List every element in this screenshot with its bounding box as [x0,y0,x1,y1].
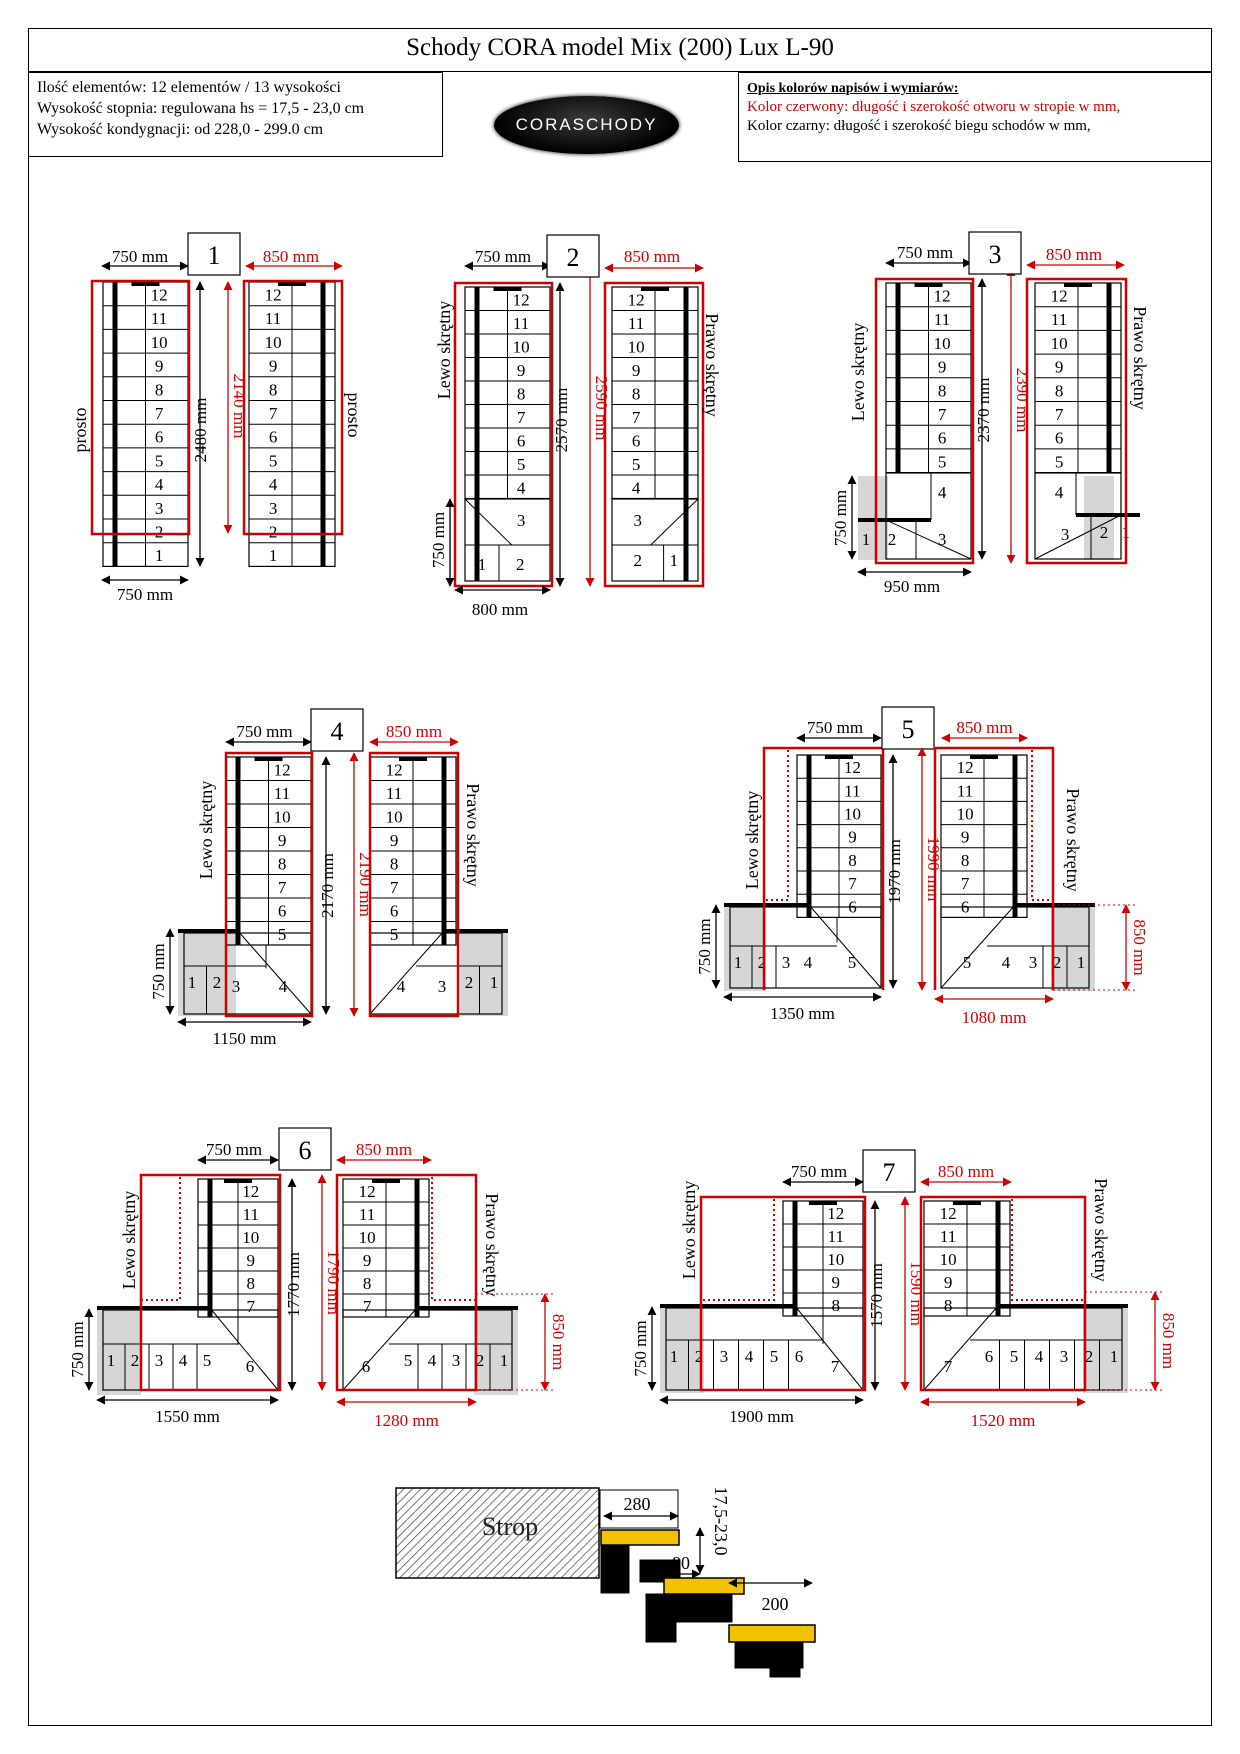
dim-bottom-label: 1150 mm [212,1029,277,1048]
winder-line [795,1306,863,1390]
step-number: 11 [273,783,291,803]
step-number: 1 [489,973,499,992]
winder-line [238,931,311,1014]
step-number: 11 [512,313,530,333]
step-number: 4 [744,1347,754,1366]
opening-outline-red-dotted [1012,1199,1085,1300]
step-number: 10 [512,337,530,357]
step-number: 2 [757,953,767,972]
dim-width-label: 750 mm [205,1140,263,1159]
dim-length-red-label: 2140 mm [230,373,249,439]
step-number: 10 [627,337,645,357]
step-number: 7 [960,874,970,894]
dim-width-red-label: 850 mm [956,718,1013,737]
step-number: 12 [264,285,282,305]
legend-red-line: Kolor czerwony: długość i szerokość otworu w stropie w mm, [747,99,1121,115]
step-tread [601,1530,679,1545]
step-number: 1 [154,546,164,566]
step-number: 6 [268,427,278,447]
step-number: 8 [362,1273,372,1293]
step-number: 9 [362,1250,372,1270]
dim-width-label: 750 mm [806,718,864,737]
step-number: 9 [960,827,970,847]
opening-outline-red-dotted [701,1199,774,1300]
dim-side-red-label: 850 mm [549,1313,568,1371]
step-number: 1 [499,1351,509,1370]
dim-length-red-label: 1590 mm [907,1261,926,1326]
step-number: 7 [848,874,857,894]
step-number: 3 [231,977,241,996]
step-number: 7 [937,404,947,424]
step-number: 3 [516,511,526,530]
step-number: 12 [827,1203,845,1223]
step-number: 3 [451,1351,461,1370]
dim-length-label: 1770 mm [284,1252,303,1317]
step-number: 7 [154,403,164,423]
step-number: 10 [939,1249,957,1269]
step-number: 3 [154,498,164,518]
cora-logo: CORASCHODY [494,96,679,154]
step-number: 12 [512,290,530,310]
step-number: 5 [403,1351,413,1370]
diagram-number: 5 [901,715,915,744]
step-number: 12 [358,1181,376,1201]
dim-bottom-red-label: 1280 mm [374,1411,439,1430]
step-number: 2 [212,973,222,992]
label-right: Prawo skrętny [482,1193,502,1297]
step-number: 11 [627,313,645,333]
label-right: Prawo skrętny [1091,1178,1111,1282]
step-number: 5 [631,454,641,474]
step-number: 3 [781,953,791,972]
step-post [770,1642,800,1677]
step-tread [664,1578,744,1594]
step-number: 3 [1060,525,1070,544]
step-number: 1 [733,953,743,972]
step-number: 9 [277,830,287,850]
step-number: 6 [361,1357,371,1376]
step-number: 6 [516,431,526,451]
step-number: 6 [245,1357,255,1376]
winder-line [651,499,698,545]
winder-outline [886,473,971,559]
dim-length-red-label: 2190 mm [356,852,375,917]
diagram-number: 7 [882,1158,896,1187]
step-number: 10 [242,1227,260,1247]
step-number: 4 [631,478,641,498]
dim-side-label: 750 mm [68,1321,87,1378]
step-number: 7 [943,1357,953,1376]
step-number: 2 [694,1347,704,1366]
step-number: 5 [847,953,857,972]
label-left: prosto [70,407,90,453]
step-number: 11 [385,783,403,803]
dim-width-label: 750 mm [896,243,954,262]
step-tread [729,1625,815,1642]
dim-length-label: 2570 mm [552,387,571,453]
step-number: 10 [273,807,291,827]
label-right: Prawo skrętny [1063,788,1083,892]
step-number: 5 [516,454,526,474]
step-number: 4 [1001,953,1011,972]
winder-line [370,931,444,1014]
winder-line [886,520,971,559]
label-right: Prawo skrętny [1130,306,1150,410]
step-number: 8 [831,1295,841,1315]
step-number: 11 [1050,310,1068,330]
step-number: 2 [464,973,474,992]
step-number: 12 [150,285,168,305]
step-number: 3 [437,977,447,996]
label-left: Lewo skrętny [196,780,216,880]
diagram-number: 2 [566,243,580,272]
dim-bottom-label: 1350 mm [770,1004,835,1023]
step-number: 11 [933,310,951,330]
step-post [668,1594,732,1622]
step-number: 7 [830,1357,840,1376]
tread-width-label: 200 [761,1594,789,1614]
step-number: 8 [960,850,970,870]
step-number: 7 [516,407,526,427]
step-number: 12 [385,760,403,780]
step-number: 10 [1050,333,1068,353]
legend-title: Opis kolorów napisów i wymiarów: [747,81,959,96]
overlap-label: 80 [672,1553,690,1573]
step-number: 11 [264,309,282,329]
step-number: 5 [1009,1347,1019,1366]
step-number: 9 [831,1272,841,1292]
step-number: 2 [154,522,164,542]
step-number: 8 [1054,381,1064,401]
step-number: 5 [154,451,164,471]
step-number: 5 [202,1351,212,1370]
step-number: 1 [669,1347,679,1366]
step-number: 6 [960,897,970,917]
dim-width-red-label: 850 mm [937,1162,995,1181]
dim-side-label: 750 mm [429,511,448,569]
step-number: 8 [389,854,399,874]
dim-bottom-label: 750 mm [116,585,174,604]
step-number: 11 [956,781,974,801]
opening-outline-red [455,283,552,586]
step-number: 1 [106,1351,116,1370]
opening-outline-red [92,281,189,534]
step-number: 6 [1054,428,1064,448]
dim-length-label: 2170 mm [318,853,337,918]
step-number: 4 [937,483,947,502]
step-number: 8 [246,1273,256,1293]
step-number: 7 [277,877,287,897]
dim-bottom-red-label: 1520 mm [970,1411,1036,1430]
opening-outline-red-dotted [432,1177,476,1300]
step-number: 2 [516,555,525,574]
dim-bottom-label: 1550 mm [155,1407,220,1426]
step-number: 9 [516,360,526,380]
step-number: 7 [1054,404,1064,424]
dim-length-label: 2480 mm [191,397,210,463]
step-number: 11 [827,1226,844,1246]
step-post [601,1545,629,1593]
step-number: 6 [984,1347,994,1366]
winder-line [465,499,512,545]
step-number: 1 [477,555,487,574]
winder-line [343,1308,417,1390]
step-number: 2 [1084,1347,1094,1366]
step-number: 4 [1034,1347,1044,1366]
step-number: 10 [956,804,974,824]
step-number: 9 [1054,357,1064,377]
step-number: 9 [937,357,947,377]
step-number: 9 [631,360,641,380]
step-number: 7 [362,1296,372,1316]
step-number: 9 [943,1272,953,1292]
step-number: 5 [277,924,287,944]
step-number: 2 [475,1351,485,1370]
step-number: 1 [1121,523,1131,542]
step-number: 8 [277,854,287,874]
dim-side-label: 750 mm [631,1320,650,1377]
legend-black-line: Kolor czarny: długość i szerokość biegu schodów w mm, [747,118,1091,134]
step-number: 10 [264,332,282,352]
opening-outline-red-dotted [764,750,788,900]
step-number: 6 [848,897,857,917]
step-number: 11 [242,1204,259,1224]
step-number: 12 [273,760,291,780]
step-number: 10 [827,1249,845,1269]
step-number: 6 [154,427,164,447]
step-number: 11 [150,309,168,329]
step-number: 11 [358,1204,376,1224]
step-number: 12 [1050,286,1068,306]
step-number: 3 [719,1347,729,1366]
dim-length-red-label: 2390 mm [1013,367,1032,433]
step-number: 3 [1028,953,1038,972]
step-number: 1 [1109,1347,1119,1366]
opening-outline-red-dotted [1032,750,1053,900]
step-number: 8 [937,381,947,401]
label-left: Lewo skrętny [742,790,762,890]
label-right: Prawo skrętny [702,313,722,417]
page-title: Schody CORA model Mix (200) Lux L-90 [406,34,834,61]
dim-length-red-label: 1990 mm [924,836,943,902]
step-number: 7 [246,1296,256,1316]
dim-width-label: 750 mm [790,1162,848,1181]
step-number: 2 [887,530,897,549]
step-number: 10 [385,807,403,827]
step-number: 1 [268,546,278,566]
diagram-number: 1 [207,241,221,270]
step-number: 3 [1059,1347,1069,1366]
step-number: 10 [843,804,861,824]
step-number: 5 [1054,452,1064,472]
dim-width-red-label: 850 mm [623,247,681,266]
dim-bottom-label: 950 mm [883,577,941,596]
step-number: 4 [516,478,526,498]
step-number: 9 [389,830,399,850]
step-number: 12 [933,286,951,306]
step-number: 2 [1052,953,1062,972]
dim-length-red-label: 1790 mm [324,1250,343,1315]
dim-length-label: 2370 mm [974,377,993,443]
step-number: 6 [794,1347,804,1366]
step-number: 11 [939,1226,957,1246]
dim-side-label: 750 mm [149,943,168,1000]
step-number: 8 [516,384,526,404]
step-number: 5 [268,451,278,471]
dim-width-red-label: 850 mm [385,722,443,741]
step-number: 4 [154,475,164,495]
step-number: 3 [268,498,278,518]
step-number: 11 [844,781,861,801]
winder-line [210,1308,278,1390]
step-number: 6 [937,428,947,448]
step-number: 4 [396,977,406,996]
step-number: 8 [848,850,857,870]
step-number: 4 [268,475,278,495]
step-number: 6 [277,901,287,921]
step-number: 8 [631,384,641,404]
step-number: 10 [933,333,951,353]
step-number: 4 [803,953,813,972]
info-line-elements: Ilość elementów: 12 elementów / 13 wysokości [37,79,341,96]
dim-length-red-label: 2590 mm [592,375,611,441]
info-line-floor-height: Wysokość kondygnacji: od 228,0 - 299.0 cm [37,121,324,138]
step-number: 1 [861,530,871,549]
label-right: prosto [344,392,364,438]
label-left: Lewo skrętny [434,300,454,400]
dim-side-red-label: 850 mm [1159,1312,1178,1370]
step-number: 9 [246,1250,256,1270]
step-number: 8 [268,380,278,400]
step-number: 8 [154,380,164,400]
step-number: 9 [154,356,164,376]
step-number: 2 [268,522,278,542]
step-number: 10 [150,332,168,352]
step-number: 10 [358,1227,376,1247]
dim-width-red-label: 850 mm [262,247,320,266]
step-number: 1 [187,973,197,992]
step-number: 12 [939,1203,957,1223]
dim-width-red-label: 850 mm [355,1140,413,1159]
step-number: 7 [389,877,399,897]
step-number: 1 [669,551,679,570]
step-number: 8 [943,1295,953,1315]
label-left: Lewo skrętny [848,322,868,422]
info-line-step-height: Wysokość stopnia: regulowana hs = 17,5 - 23,0 cm [37,100,365,117]
step-number: 12 [627,290,645,310]
step-number: 6 [631,431,641,451]
step-number: 9 [268,356,278,376]
label-left: Lewo skrętny [679,1180,699,1280]
floor-grey [1084,476,1114,560]
step-number: 7 [631,407,641,427]
step-number: 1 [1076,953,1086,972]
strop-label: Strop [481,1512,539,1541]
dim-bottom-red-label: 1080 mm [961,1008,1027,1027]
step-number: 2 [130,1351,140,1370]
step-number: 4 [278,977,288,996]
diagram-number: 4 [330,717,344,746]
step-number: 4 [427,1351,437,1370]
step-number: 4 [1054,483,1064,502]
dim-width-label: 750 mm [474,247,532,266]
dim-width-label: 750 mm [236,722,293,741]
step-height-label: 17,5-23,0 [711,1486,731,1556]
step-number: 5 [962,953,972,972]
step-number: 4 [178,1351,188,1370]
step-number: 3 [154,1351,164,1370]
step-number: 5 [937,452,947,472]
tread-depth-label: 280 [623,1494,651,1514]
dim-length-label: 1570 mm [867,1263,886,1328]
step-number: 12 [843,758,861,778]
diagram-number: 6 [298,1136,312,1165]
step-number: 6 [389,901,399,921]
dim-width-label: 750 mm [111,247,169,266]
opening-outline-red-dotted [141,1177,180,1300]
step-number: 9 [848,827,857,847]
step-number: 7 [268,403,278,423]
diagram-number: 3 [988,240,1002,269]
step-number: 2 [633,551,643,570]
step-number: 3 [937,530,947,549]
dim-side-red-label: 850 mm [1130,919,1149,976]
step-number: 3 [633,511,643,530]
step-number: 12 [956,758,974,778]
dim-side-label: 750 mm [831,489,850,547]
dim-length-label: 1970 mm [885,839,904,904]
step-number: 5 [769,1347,779,1366]
dim-bottom-label: 800 mm [471,600,529,619]
dim-width-red-label: 850 mm [1045,245,1103,264]
dim-bottom-label: 1900 mm [729,1407,794,1426]
step-number: 12 [242,1181,260,1201]
step-number: 2 [1099,523,1109,542]
step-number: 5 [389,924,399,944]
label-left: Lewo skrętny [119,1190,139,1290]
opening-outline-red [244,281,342,534]
label-right: Prawo skrętny [463,783,483,887]
dim-side-label: 750 mm [695,918,714,975]
